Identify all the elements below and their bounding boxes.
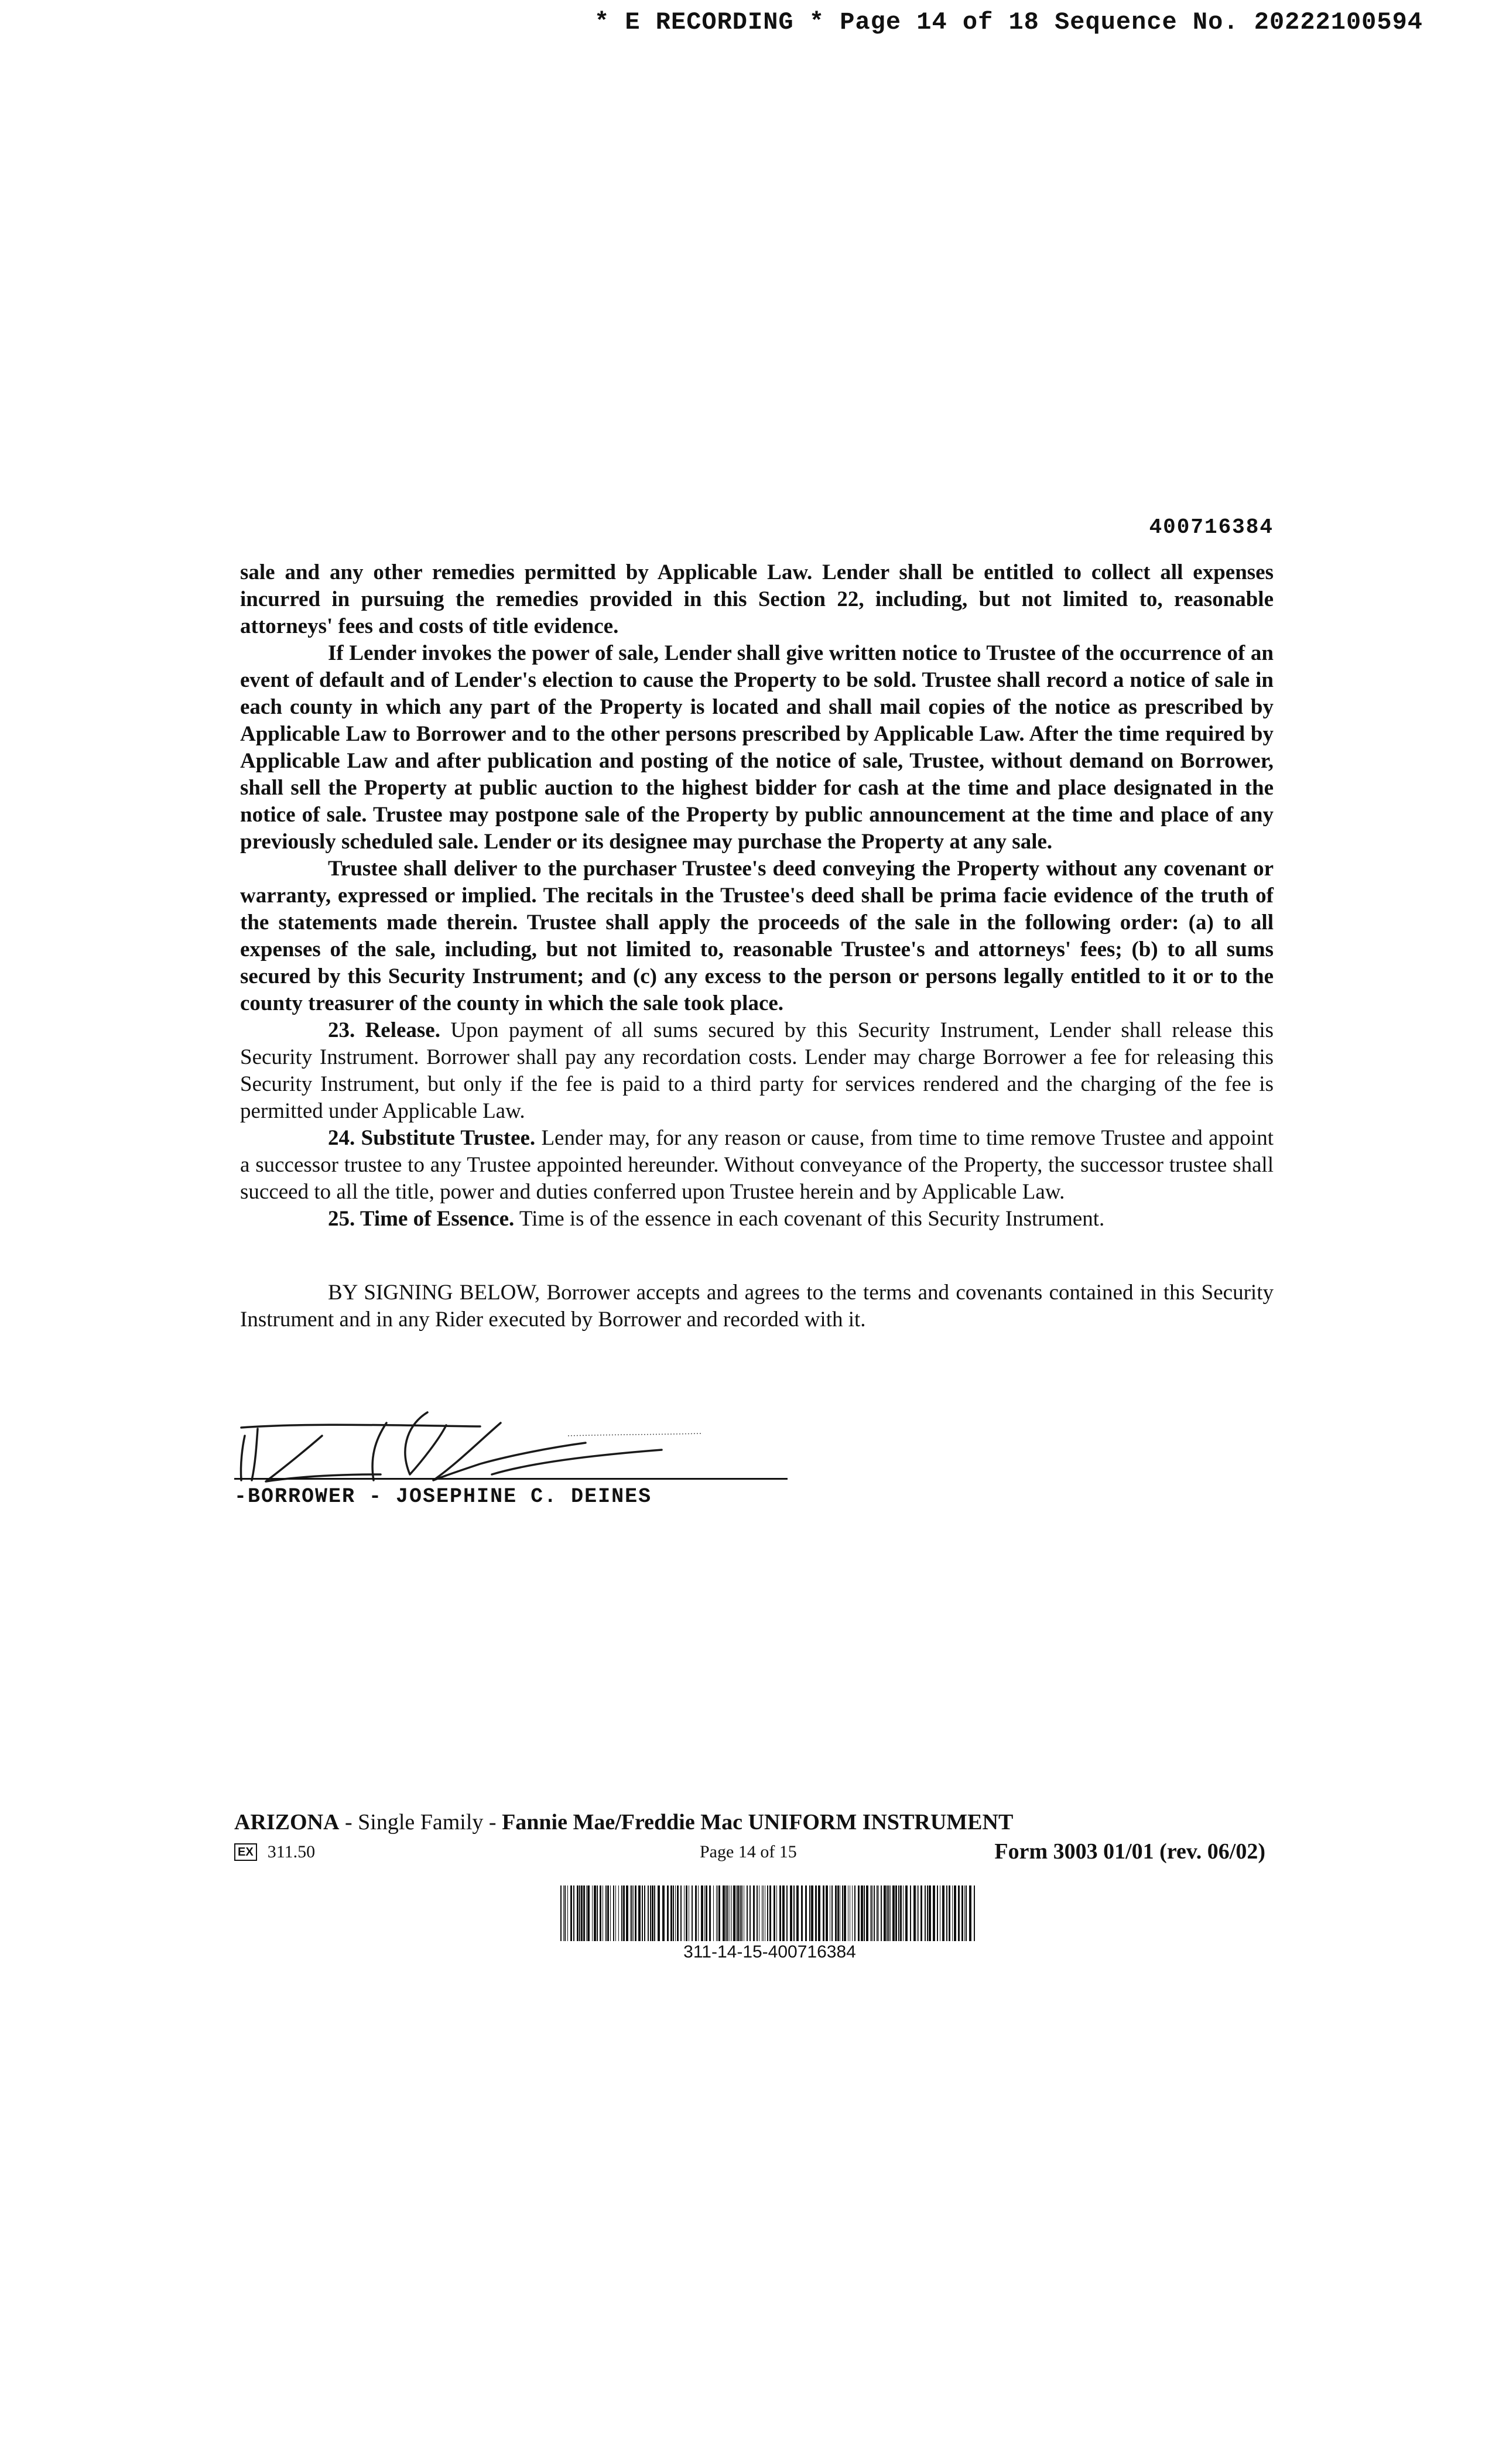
form-id: Form 3003 01/01 (rev. 06/02) xyxy=(994,1839,1265,1864)
paragraph-power-of-sale: If Lender invokes the power of sale, Lender shall give written notice to Trustee of the occurrence of an event of default and of Lender's election to cause the Property to be sold. Trustee shall record a notice of sale in each county in which any part of the Property is located and shall mail copies of the notice as prescribed by Applicable Law to Borrower and to the other persons prescribed by Applicable Law. After the time required by Applicable Law and after publication and posting of the notice of sale, Trustee, without demand on Borrower, shall sell the Property at public auction to the highest bidder for cash at the time and place designated in the notice of sale. Trustee may postpone sale of the Property by public announcement at the time and place of any previously scheduled sale. Lender or its designee may purchase the Property at any sale. xyxy=(240,641,1274,854)
form-footer xyxy=(234,1809,1274,1868)
section-25-time-of-essence xyxy=(240,1206,1274,1233)
section-25-text: Time is of the essence in each covenant of this Security Instrument. xyxy=(519,1207,1105,1231)
footer-family: Single Family xyxy=(358,1810,484,1835)
paragraph-remedies: sale and any other remedies permitted by Applicable Law. Lender shall be entitled to collect all expenses incurred in pursuing the remedies provided in this Section 22, including, but not limited to, reasonable attorneys' fees and costs of title evidence. xyxy=(240,560,1274,638)
signing-statement: BY SIGNING BELOW, Borrower accepts and agrees to the terms and covenants contained in this Security Instrument and in any Rider executed by Borrower and recorded with it. xyxy=(240,1281,1274,1332)
section-24-substitute-trustee xyxy=(240,1125,1274,1206)
document-body xyxy=(240,559,1274,1333)
barcode-icon xyxy=(560,1885,979,1941)
page-indicator: Page 14 of 15 xyxy=(700,1842,797,1861)
footer-separator: - xyxy=(483,1810,502,1835)
signature-line xyxy=(234,1478,788,1480)
loan-number: 400716384 xyxy=(1149,515,1274,539)
handwritten-signature xyxy=(234,1405,796,1487)
paragraph-trustee-deed: Trustee shall deliver to the purchaser Trustee's deed conveying the Property without any covenant or warranty, expressed or implied. The recitals in the Trustee's deed shall be prima facie evidence of the truth of the statements made therein. Trustee shall apply the proceeds of the sale in the following order: (a) to all expenses of the sale, including, but not limited to, reasonable Trustee's and attorneys' fees; (b) to all sums secured by this Security Instrument; and (c) any excess to the person or persons legally entitled to it or to the county treasurer of the county in which the sale took place. xyxy=(240,857,1274,1015)
signer-label: -BORROWER - JOSEPHINE C. DEINES xyxy=(234,1485,652,1508)
footer-details xyxy=(234,1839,1274,1868)
barcode-number: 311-14-15-400716384 xyxy=(683,1942,856,1962)
footer-separator: - xyxy=(339,1810,358,1835)
section-23-heading: 23. Release. xyxy=(328,1018,440,1042)
section-23-text: Upon payment of all sums secured by this Security Instrument, Lender shall release this Security Instrument. Borrower shall pay any recordation costs. Lender may charge Borrower a fee for releasing this Security Instrument, but only if the fee is paid to a third party for services rendered and the charging of the fee is permitted under Applicable Law. xyxy=(240,1018,1274,1123)
signature-block xyxy=(234,1405,796,1522)
form-code xyxy=(234,1842,315,1862)
footer-state: ARIZONA xyxy=(234,1810,340,1835)
section-24-text: Lender may, for any reason or cause, from time to time remove Trustee and appoint a successor trustee to any Trustee appointed hereunder. Without conveyance of the Property, the successor trustee shall succeed to all the title, power and duties conferred upon Trustee herein and by Applicable Law. xyxy=(240,1126,1274,1204)
section-25-heading: 25. Time of Essence. xyxy=(328,1207,515,1231)
recording-stamp: * E RECORDING * Page 14 of 18 Sequence No. 20222100594 xyxy=(594,8,1423,36)
footer-instrument: Fannie Mae/Freddie Mac UNIFORM INSTRUMENT xyxy=(502,1810,1014,1835)
ex-badge-icon: EX xyxy=(234,1843,257,1861)
barcode-block xyxy=(560,1885,979,1962)
section-24-heading: 24. Substitute Trustee. xyxy=(328,1126,536,1150)
form-code-number: 311.50 xyxy=(267,1842,316,1861)
footer-title xyxy=(234,1809,1274,1835)
section-23-release xyxy=(240,1017,1274,1125)
